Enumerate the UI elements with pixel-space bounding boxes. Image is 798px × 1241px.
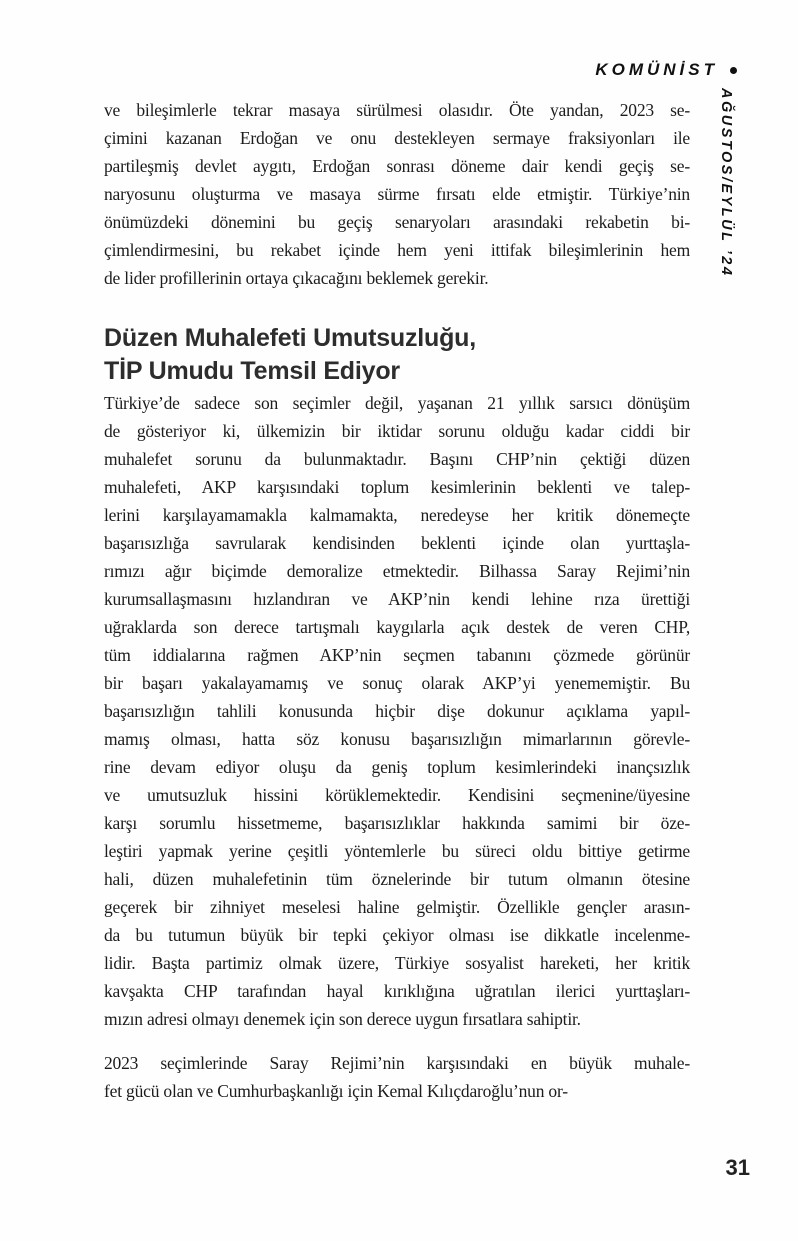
article-body: [104, 96, 690, 1105]
text-line: rımızı ağır biçimde demoralize etmektedir. Bilhassa Saray Rejimi’nin: [104, 561, 690, 581]
text-line: başarısızlığın tahlili konusunda hiçbir dişe dokunur açıklama yapıl-: [104, 701, 690, 721]
text-line: önümüzdeki dönemini bu geçiş senaryoları arasındaki rekabetin bi-: [104, 212, 690, 232]
paragraph: [104, 96, 690, 292]
text-line: lerini karşılayamamakla kalmamakta, neredeyse her kritik dönemeçte: [104, 505, 690, 525]
magazine-title: KOMÜNİST: [595, 60, 718, 79]
text-line: de gösteriyor ki, ülkemizin bir iktidar sorunu olduğu kadar ciddi bir: [104, 421, 690, 441]
text-line: naryosunu oluşturma ve masaya sürme fırsatı elde etmiştir. Türkiye’nin: [104, 184, 690, 204]
text-line: tüm iddialarına rağmen AKP’nin seçmen tabanını çözmede görünür: [104, 645, 690, 665]
text-line: partileşmiş devlet aygıtı, Erdoğan sonrası döneme dair kendi geçiş se-: [104, 156, 690, 176]
issue-date-label: AĞUSTOS/EYLÜL ’24: [718, 88, 734, 278]
text-line: kurumsallaşmasını hızlandıran ve AKP’nin kendi lehine rıza ürettiği: [104, 589, 690, 609]
section-heading: [104, 322, 690, 388]
bullet-icon: [730, 67, 737, 74]
text-line: mamış olması, hatta söz konusu başarısızlığın mimarlarının görevle-: [104, 729, 690, 749]
text-line: mızın adresi olmayı denemek için son derece uygun fırsatlara sahiptir.: [104, 1009, 581, 1029]
text-line: rine devam ediyor oluşu da geniş toplum kesimlerindeki inançsızlık: [104, 757, 690, 777]
text-line: de lider profillerinin ortaya çıkacağını beklemek gerekir.: [104, 268, 489, 288]
paragraph: [104, 1049, 690, 1105]
section-heading-line-2: TİP Umudu Temsil Ediyor: [104, 357, 400, 385]
text-line: başarısızlığa savrularak kendisinden beklenti içinde olan yurttaşla-: [104, 533, 690, 553]
text-line: lidir. Başta partimiz olmak üzere, Türkiye sosyalist hareketi, her kritik: [104, 953, 690, 973]
text-line: ve umutsuzluk hissini körüklemektedir. Kendisini seçmenine/üyesine: [104, 785, 690, 805]
text-line: çimlendirmesini, bu rekabet içinde hem yeni ittifak bileşimlerinin hem: [104, 240, 690, 260]
text-line: hali, düzen muhalefetinin tüm öznelerinde bir tutum olmanın ötesine: [104, 869, 690, 889]
text-line: muhalefet sorunu da bulunmaktadır. Başını CHP’nin çektiği düzen: [104, 449, 690, 469]
paragraph: [104, 389, 690, 1033]
page-number: 31: [725, 1155, 750, 1180]
text-line: 2023 seçimlerinde Saray Rejimi’nin karşısındaki en büyük muhale-: [104, 1053, 690, 1073]
text-line: ve bileşimlerle tekrar masaya sürülmesi olasıdır. Öte yandan, 2023 se-: [104, 100, 690, 120]
text-line: Türkiye’de sadece son seçimler değil, yaşanan 21 yıllık sarsıcı dönüşüm: [104, 393, 690, 413]
text-line: leştiri yapmak yerine çeşitli yöntemlerle bu süreci oldu bittiye getirme: [104, 841, 690, 861]
text-line: fet gücü olan ve Cumhurbaşkanlığı için Kemal Kılıçdaroğlu’nun or-: [104, 1081, 568, 1101]
text-line: uğraklarda son derece tartışmalı kaygılarla açık destek de veren CHP,: [104, 617, 690, 637]
text-line: kavşakta CHP tarafından hayal kırıklığına uğratılan ilerici yurttaşları-: [104, 981, 690, 1001]
text-line: muhalefeti, AKP karşısındaki toplum kesimlerinin beklenti ve talep-: [104, 477, 690, 497]
text-line: karşı sorumlu hissetmeme, başarısızlıklar hakkında samimi bir öze-: [104, 813, 690, 833]
section-heading-line-1: Düzen Muhalefeti Umutsuzluğu,: [104, 324, 476, 352]
text-line: geçerek bir zihniyet meselesi haline gelmiştir. Özellikle gençler arasın-: [104, 897, 690, 917]
text-line: bir başarı yakalayamamış ve sonuç olarak AKP’yi yenememiştir. Bu: [104, 673, 690, 693]
text-line: çimini kazanan Erdoğan ve onu destekleyen sermaye fraksiyonları ile: [104, 128, 690, 148]
text-line: da bu tutumun büyük bir tepki çekiyor olması ise dikkatle incelenme-: [104, 925, 690, 945]
masthead: [0, 60, 737, 80]
